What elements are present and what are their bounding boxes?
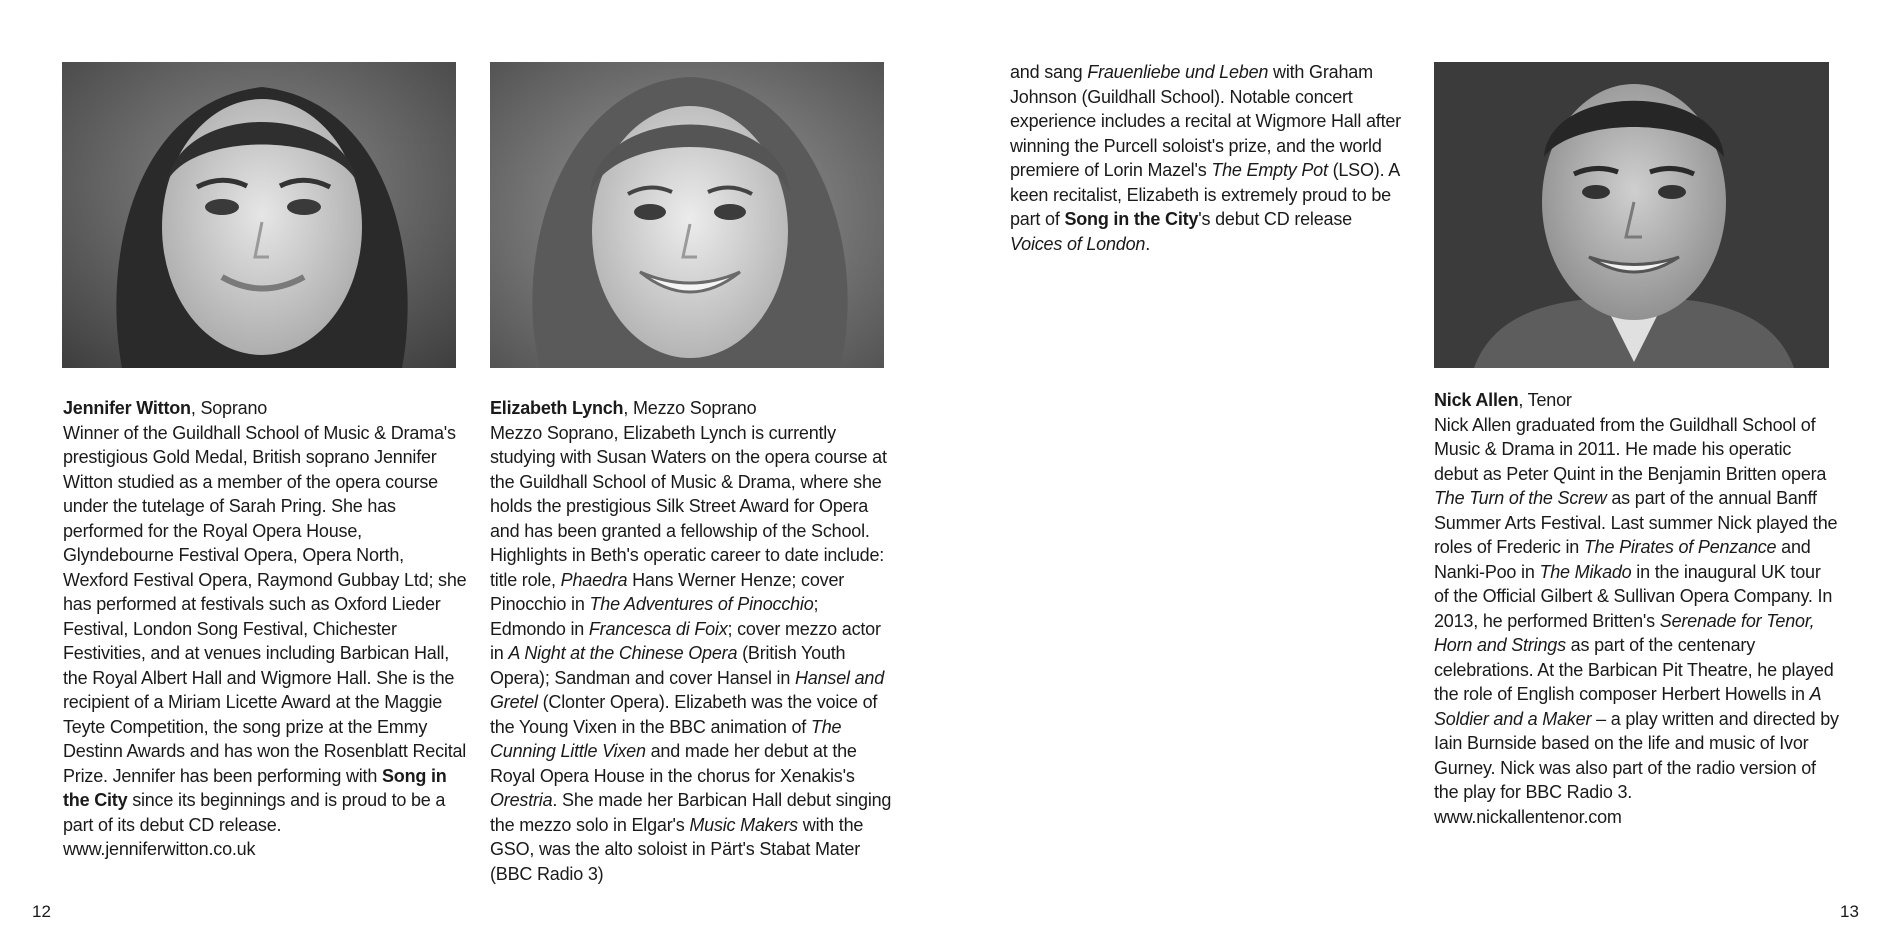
bold-text-segment: Song in the City [63,765,447,810]
page-number-left: 12 [32,902,51,921]
text-segment: (LSO). A keen recitalist, Elizabeth is extremely proud to be part of [1010,160,1400,229]
text-segment: Mezzo Soprano, Elizabeth Lynch is currently studying with Susan Waters on the opera course at the Guildhall School of Music & Drama, where she holds the prestigious Silk Street Award for Opera and has been granted a fellowship of the School. Highlights in Beth's operatic career to date include: title role, [490,422,887,590]
italic-text-segment: Phaedra [560,569,628,590]
nick-allen-heading [1434,388,1839,413]
text-segment: Winner of the Guildhall School of Music & Drama's prestigious Gold Medal, British soprano Jennifer Witton studied as a member of the opera course under the tutelage of Sarah Pring. She has performed for the Royal Opera House, Glyndebourne Festival Opera, Opera North, Wexford Festival Opera, Raymond Gubbay Ltd; she has performed at festivals such as Oxford Lieder Festival, London Song Festival, Chichester Festivities, and at venues including Barbican Hall, the Royal Albert Hall and Wigmore Hall. She is the recipient of a Miriam Licette Award at the Maggie Teyte Competition, the song prize at the Emmy Destinn Awards and has won the Rosenblatt Recital Prize. Jennifer has been performing with [63,422,467,786]
italic-text-segment: Music Makers [689,814,798,835]
italic-text-segment: The Turn of the Screw [1434,488,1607,508]
text-segment: 's debut CD release [1198,209,1352,229]
italic-text-segment: Serenade for Tenor, Horn and Strings [1434,610,1815,655]
jennifer-witton-role: , Soprano [190,398,268,418]
text-segment: ; cover mezzo actor in [490,618,881,663]
text-segment: – a play written and directed by Iain Burnside based on the life and music of Ivor Gurney. Nick was also part of the radio version of the play for BBC Radio 3. [1434,708,1839,802]
jennifer-witton-website[interactable]: www.jenniferwitton.co.uk [63,839,256,859]
italic-text-segment: A Night at the Chinese Opera [508,643,738,663]
text-segment: Nick Allen graduated from the Guildhall School of Music & Drama in 2011. He made his operatic debut as Peter Quint in the Benjamin Britten opera [1434,414,1827,484]
elizabeth-lynch-bio-column [490,396,895,886]
italic-text-segment: A Soldier and a Maker [1434,684,1821,729]
text-segment: (British Youth Opera); Sandman and cover Hansel in [490,643,846,688]
nick-allen-website[interactable]: www.nickallentenor.com [1434,806,1622,827]
text-segment: and sang [1010,62,1088,82]
elizabeth-lynch-bio-continued-text [1010,60,1405,256]
italic-text-segment: The Empty Pot [1211,160,1328,180]
elizabeth-lynch-bio [490,421,895,887]
text-segment: with the GSO, was the alto soloist in Pärt's Stabat Mater (BBC Radio 3) [490,814,864,884]
jennifer-witton-name: Jennifer Witton [63,398,191,418]
page-number-right: 13 [1840,902,1859,921]
italic-text-segment: The Pirates of Penzance [1583,537,1777,557]
text-segment: . [1145,233,1151,254]
jennifer-witton-heading [63,396,468,421]
italic-text-segment: Francesca di Foix [588,618,728,639]
italic-text-segment: Orestria [490,790,553,810]
text-segment: and made her debut at the Royal Opera House in the chorus for Xenakis's [490,741,857,786]
nick-allen-bio [1434,413,1839,805]
elizabeth-lynch-role: , Mezzo Soprano [623,398,757,418]
text-segment: in the inaugural UK tour of the Official Gilbert & Sullivan Opera Company. In 2013, he performed Britten's [1434,561,1833,631]
text-segment: . She made her Barbican Hall debut singing the mezzo solo in Elgar's [490,790,892,835]
italic-text-segment: Frauenliebe und Leben [1087,62,1269,82]
italic-text-segment: The Cunning Little Vixen [490,716,842,761]
nick-allen-role: , Tenor [1518,390,1572,410]
text-segment: Hans Werner Henze; cover Pinocchio in [490,569,845,614]
text-segment: with Graham Johnson (Guildhall School). Notable concert experience includes a recital at Wigmore Hall after winning the Purcell soloist's prize, and the world premiere of Lorin Mazel's [1010,62,1401,180]
italic-text-segment: Voices of London [1010,233,1146,254]
text-segment: as part of the annual Banff Summer Arts Festival. Last summer Nick played the roles of Frederic in [1434,488,1838,557]
elizabeth-lynch-photo [490,62,884,368]
text-segment: as part of the centenary celebrations. At the Barbican Pit Theatre, he played the role of English composer Herbert Howells in [1434,635,1834,704]
nick-allen-name: Nick Allen [1434,390,1519,410]
text-segment: and Nanki-Poo in [1434,537,1811,582]
text-segment: ; Edmondo in [490,594,819,639]
italic-text-segment: Hansel and Gretel [490,667,885,712]
text-segment: since its beginnings and is proud to be a part of its debut CD release. [63,790,446,835]
elizabeth-lynch-name: Elizabeth Lynch [490,398,624,418]
elizabeth-lynch-bio-continued [1010,60,1405,256]
jennifer-witton-photo [62,62,456,368]
nick-allen-photo [1434,62,1829,368]
italic-text-segment: The Adventures of Pinocchio [589,594,814,614]
jennifer-witton-bio [63,421,468,838]
italic-text-segment: The Mikado [1539,561,1632,582]
text-segment: (Clonter Opera). Elizabeth was the voice of the Young Vixen in the BBC animation of [490,692,878,737]
nick-allen-bio-column [1434,388,1839,829]
elizabeth-lynch-heading [490,396,895,421]
bold-text-segment: Song in the City [1064,209,1199,229]
jennifer-witton-bio-column [63,396,468,862]
